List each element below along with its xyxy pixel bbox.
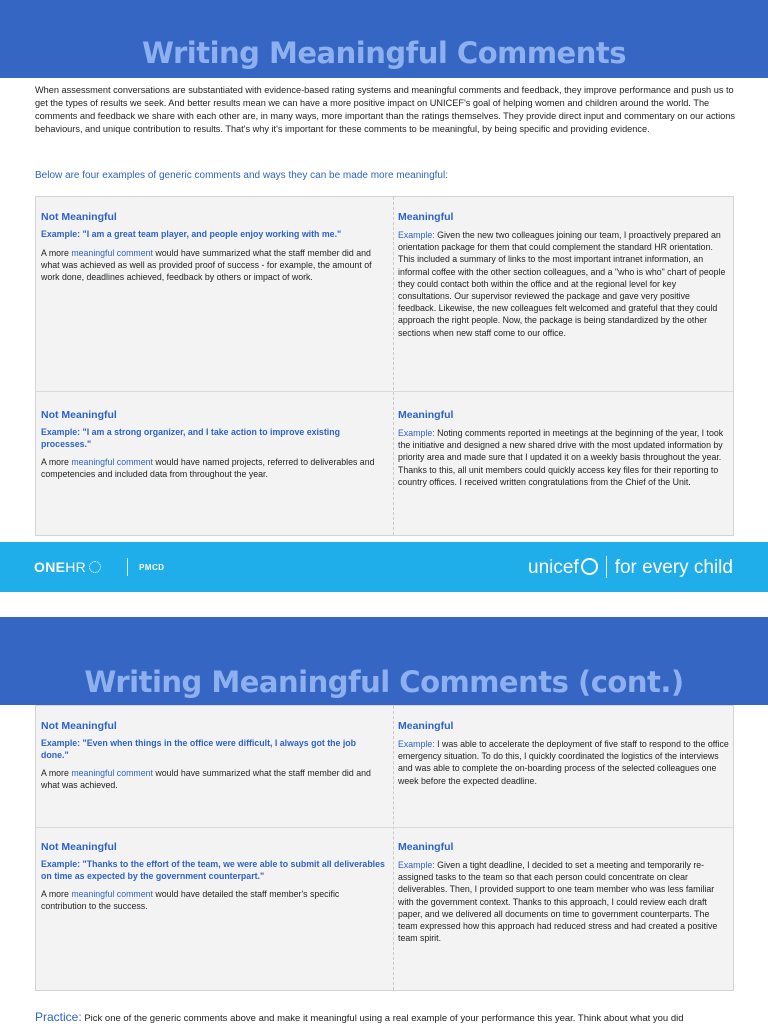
meaningful-comment-link: meaningful comment	[71, 889, 153, 899]
meaningful-comment-link: meaningful comment	[71, 457, 153, 467]
guidance-text: A more meaningful comment would have summarized what the staff member did and what was achieved as well as provided proof of success - for example, the amount of work done, deadlines achieved, feedback by others or impact of work.	[41, 247, 372, 282]
meaningful-comment-link: meaningful comment	[71, 768, 153, 778]
not-meaningful-heading: Not Meaningful	[41, 841, 117, 853]
page2-banner	[0, 617, 768, 705]
examples-panel-2	[35, 705, 734, 991]
meaningful-example: Example: Noting comments reported in meetings at the beginning of the year, I took the initiative and designed a new shared drive with the most updated information by priority area and made sure that I updated it on a weekly basis throughout the year. Thanks to this, all unit members could quickly access key files for their reporting to country offices. I received written congratulations from the Chief of the Unit.	[398, 428, 724, 487]
practice-prompt	[35, 1010, 755, 1024]
page1-banner	[0, 0, 768, 78]
generic-example: Example: "Even when things in the office were difficult, I always got the job done."	[41, 738, 357, 760]
footer-bar	[0, 542, 768, 592]
examples-subheading: Below are four examples of generic comments and ways they can be made more meaningful:	[35, 170, 448, 181]
meaningful-cell	[398, 720, 730, 787]
meaningful-example: Example: I was able to accelerate the deployment of five staff to respond to the office emergency situation. To do this, I quickly coordinated the logistics of the interviews and was able to complete the on-boarding process of the selected colleagues one week before the expected deadline.	[398, 739, 729, 786]
unit-label: PMCD	[139, 563, 165, 572]
meaningful-heading: Meaningful	[398, 841, 454, 853]
guidance-text: A more meaningful comment would have summarized what the staff member did and what was achieved.	[41, 768, 371, 791]
not-meaningful-cell	[41, 720, 386, 791]
generic-example: Example: "I am a great team player, and people enjoy working with me."	[41, 229, 342, 239]
guidance-text: A more meaningful comment would have detailed the staff member's specific contribution to the success.	[41, 889, 340, 912]
globe-icon	[89, 561, 101, 573]
generic-example: Example: "Thanks to the effort of the team, we were able to submit all deliverables on time as expected by the government counterpart."	[41, 859, 385, 881]
meaningful-cell	[398, 409, 730, 488]
page1-title: Writing Meaningful Comments	[142, 36, 626, 70]
not-meaningful-cell	[41, 841, 386, 912]
meaningful-example: Example: Given the new two colleagues joining our team, I proactively prepared an orientation package for them that could complement the standard HR orientation. This included a summary of links to the most important intranet information, an informal coffee with the other section colleagues, and a "who is who" chart of people they could contact both within the office and at the regional level for key consultations. Our supervisor reviewed the package and gave very positive feedback. Likewise, the new colleagues felt welcomed and grateful that they could approach the right people. Now, the package is being standardized by the other sections when new staff come to our office.	[398, 230, 726, 338]
tagline: for every child	[614, 557, 733, 578]
onehr-logo: ONEHR	[34, 559, 101, 575]
generic-example: Example: "I am a strong organizer, and I take action to improve existing processes."	[41, 427, 340, 449]
row-divider	[36, 391, 733, 392]
not-meaningful-heading: Not Meaningful	[41, 211, 117, 223]
practice-label: Practice:	[35, 1010, 82, 1024]
not-meaningful-heading: Not Meaningful	[41, 409, 117, 421]
unicef-emblem-icon	[581, 558, 598, 575]
meaningful-cell	[398, 211, 730, 339]
row-divider	[36, 827, 733, 828]
not-meaningful-cell	[41, 211, 386, 283]
meaningful-heading: Meaningful	[398, 720, 454, 732]
column-divider	[393, 197, 394, 535]
page2-title: Writing Meaningful Comments (cont.)	[84, 665, 684, 699]
meaningful-heading: Meaningful	[398, 211, 454, 223]
logo-separator	[606, 556, 607, 578]
intro-paragraph: When assessment conversations are substantiated with evidence-based rating systems and meaningful comments and feedback, they improve performance and push us to get the types of results we seek. And better results mean we can have a more positive impact on UNICEF's goal of helping women and children around the world. The comments and feedback we share with each other are, in many ways, more important than the ratings themselves. They provide direct input and commentary on our actions behaviours, and unique contribution to results. That's why it's important for these comments to be meaningful, by being specific and providing evidence.	[35, 85, 735, 135]
not-meaningful-cell	[41, 409, 386, 480]
unicef-logo: unicef for every child	[528, 557, 733, 578]
practice-text: Pick one of the generic comments above and make it meaningful using a real example of your performance this year. Think about what you did	[81, 1013, 684, 1024]
meaningful-cell	[398, 841, 730, 944]
meaningful-heading: Meaningful	[398, 409, 454, 421]
examples-panel-1	[35, 196, 734, 536]
column-divider	[393, 706, 394, 990]
not-meaningful-heading: Not Meaningful	[41, 720, 117, 732]
footer-separator	[127, 558, 128, 576]
meaningful-comment-link: meaningful comment	[71, 247, 153, 258]
guidance-text: A more meaningful comment would have named projects, referred to deliverables and competencies and included data from throughout the year.	[41, 457, 375, 480]
meaningful-example: Example: Given a tight deadline, I decided to set a meeting and temporarily re-assigned tasks to the team so that each person could concentrate on clear deliverables. Then, I provided support to one team member who was less familiar with the government context. Thanks to this approach, I could review each draft paper, and we delivered all documents on time to government counterparts. The team expressed how this approach had reduced stress and had created a positive team spirit.	[398, 860, 718, 944]
